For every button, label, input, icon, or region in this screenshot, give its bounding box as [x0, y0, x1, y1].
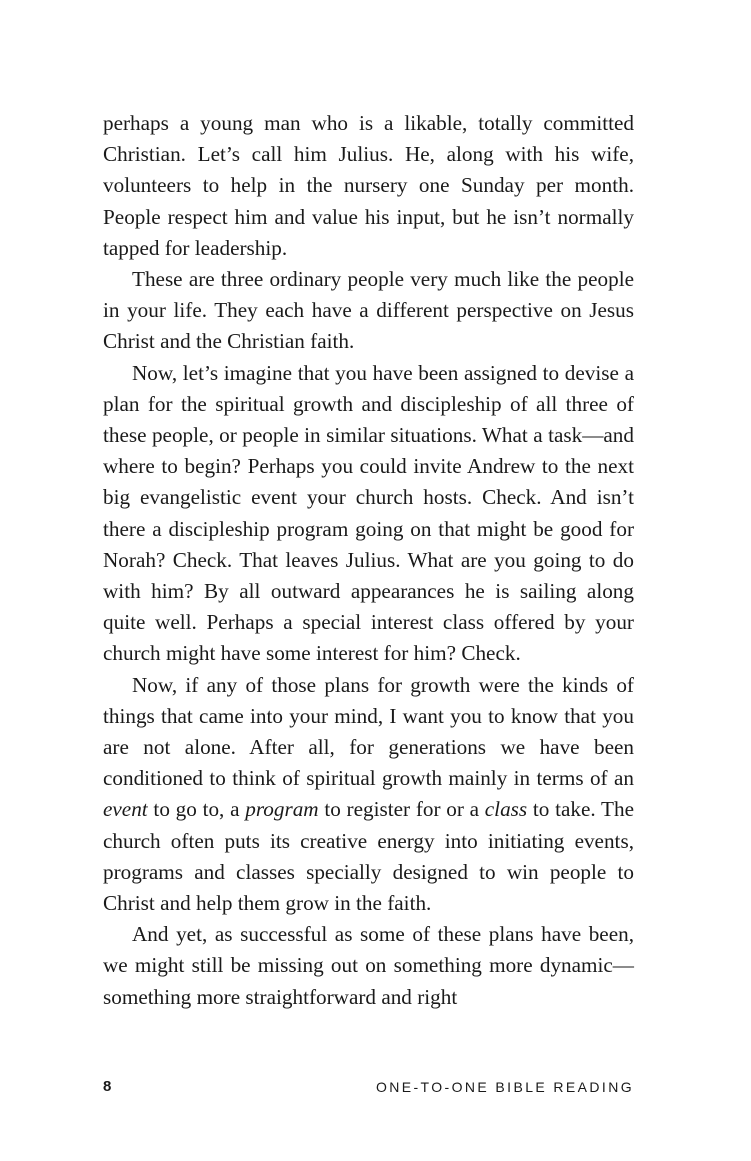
- paragraph: [103, 108, 634, 264]
- paragraph-text: And yet, as successful as some of these plans have been, we might still be missing out on something more dynamic—something more straightforward and right: [103, 922, 634, 1009]
- emphasis-text: event: [103, 797, 148, 822]
- paragraph: [103, 264, 634, 358]
- running-title: ONE-TO-ONE BIBLE READING: [375, 1079, 634, 1095]
- paragraph-text: to go to, a: [147, 797, 246, 822]
- page-number: 8: [103, 1078, 112, 1095]
- paragraph: [103, 670, 634, 920]
- paragraph: [103, 358, 634, 670]
- paragraph: [103, 919, 634, 1013]
- paragraph-text: Now, let’s imagine that you have been assigned to devise a plan for the spiritual growth and discipleship of all three of these people, or people in similar situations. What a task—and where to begin? Perhaps you could invite Andrew to the next big evangelistic event your church hosts. Check. And isn’t there a discipleship program going on that might be good for Norah? Check. That leaves Julius. What are you going to do with him? By all outward appearances he is sailing along quite well. Perhaps a special interest class offered by your church might have some interest for him? Check.: [103, 360, 634, 666]
- paragraph-text: perhaps a young man who is a likable, totally committed Christian. Let’s call him Julius. He, along with his wife, volunteers to help in the nursery one Sunday per month. People respect him and value his input, but he isn’t normally tapped for leadership.: [103, 111, 634, 260]
- paragraph-text: to take. The church often puts its creative energy into initiating events, programs and classes specially designed to win people to Christ and help them grow in the faith.: [103, 797, 634, 916]
- body-text: [103, 108, 634, 1013]
- paragraph-text: Now, if any of those plans for growth were the kinds of things that came into your mind, I want you to know that you are not alone. After all, for generations we have been conditioned to think of spiritual growth mainly in terms of an: [103, 672, 634, 791]
- paragraph-text: to register for or a: [318, 797, 485, 822]
- paragraph-text: These are three ordinary people very much like the people in your life. They each have a different perspective on Jesus Christ and the Christian faith.: [103, 267, 634, 354]
- emphasis-text: class: [484, 797, 528, 822]
- emphasis-text: program: [245, 797, 319, 822]
